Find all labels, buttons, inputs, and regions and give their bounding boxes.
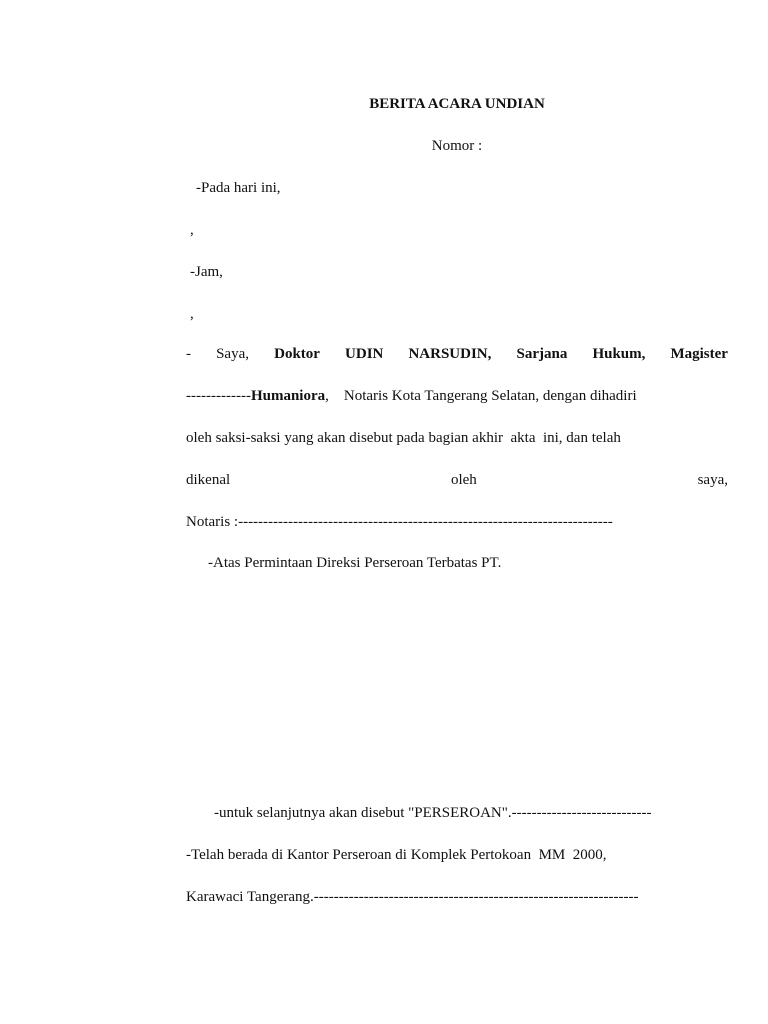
saya-word-2: Saya, xyxy=(216,346,250,362)
saya-word-8: Magister xyxy=(670,346,728,362)
atas-permintaan-line: -Atas Permintaan Direksi Perseroan Terbatas PT. xyxy=(208,555,502,571)
saya-line xyxy=(186,344,728,364)
comma-line-1: , xyxy=(190,222,194,238)
saya-word-3: Doktor xyxy=(274,346,320,362)
humaniora-line xyxy=(186,386,728,406)
dikenal-word-3: saya, xyxy=(697,472,728,488)
saya-word-4: UDIN xyxy=(345,346,384,362)
humaniora-rest: , Notaris Kota Tangerang Selatan, dengan dihadiri xyxy=(325,388,637,404)
saya-word-5: NARSUDIN, xyxy=(408,346,492,362)
saya-word-7: Hukum, xyxy=(592,346,646,362)
document-title: BERITA ACARA UNDIAN xyxy=(369,96,545,112)
notaris-line: Notaris :--------------------------------------------------------------------------- xyxy=(186,514,613,530)
dikenal-line xyxy=(186,470,728,490)
karawaci-line: Karawaci Tangerang.----------------------------------------------------------------- xyxy=(186,889,639,905)
pada-hari-line: -Pada hari ini, xyxy=(196,180,281,196)
nomor-label: Nomor : xyxy=(431,138,483,154)
humaniora-dashes: ------------- xyxy=(186,388,251,404)
saya-word-6: Sarjana xyxy=(516,346,568,362)
untuk-selanjutnya-line: -untuk selanjutnya akan disebut "PERSEROAN".---------------------------- xyxy=(214,805,652,821)
dikenal-word-1: dikenal xyxy=(186,472,231,488)
telah-berada-line: -Telah berada di Kantor Perseroan di Komplek Pertokoan MM 2000, xyxy=(186,847,607,863)
dikenal-word-2: oleh xyxy=(450,472,477,488)
saya-word-1: - xyxy=(186,346,191,362)
saksi-line: oleh saksi-saksi yang akan disebut pada bagian akhir akta ini, dan telah xyxy=(186,430,621,446)
jam-line: -Jam, xyxy=(190,264,223,280)
comma-line-2: , xyxy=(190,306,194,322)
humaniora-bold: Humaniora xyxy=(250,388,326,404)
